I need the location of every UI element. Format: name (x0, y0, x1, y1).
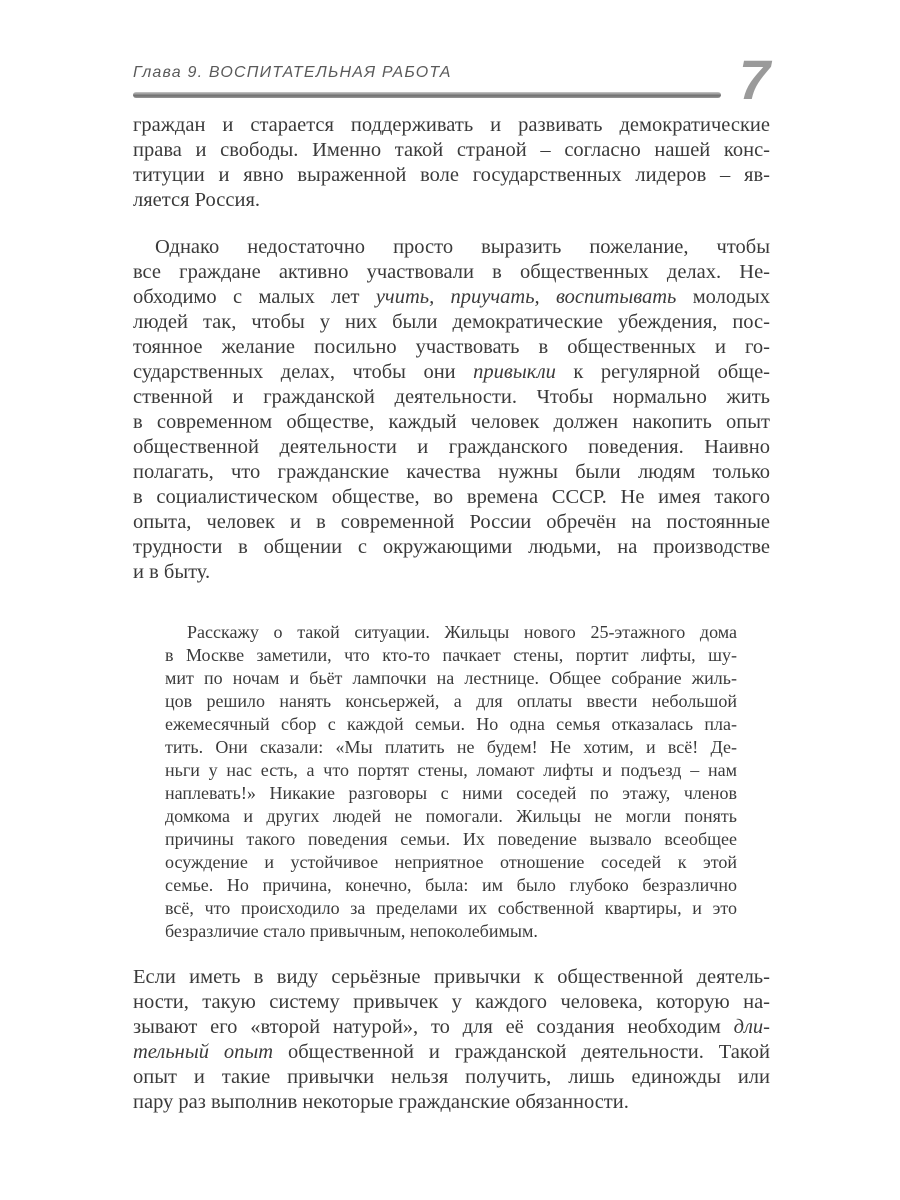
text-segment: права и свободы. Именно такой страной – согласно нашей конс- (133, 139, 770, 161)
text-segment: общественной и гражданской деятельности. Такой (273, 1041, 770, 1063)
text-segment: обходимо с малых лет (133, 286, 376, 308)
text-segment: молодых (676, 286, 771, 308)
header-rule (133, 92, 721, 98)
text-segment: опыт и такие привычки нельзя получить, лишь единожды или (133, 1066, 770, 1088)
text-line (133, 113, 770, 138)
text-line (165, 851, 737, 874)
text-line (133, 410, 770, 435)
text-line (133, 360, 770, 385)
text-line (133, 435, 770, 460)
text-line (133, 310, 770, 335)
text-segment: ежемесячный сбор с каждой семьи. Но одна семья отказалась пла- (165, 714, 737, 734)
text-line (165, 920, 737, 943)
text-segment: наплевать!» Никакие разговоры с ними соседей по этажу, членов (165, 783, 737, 803)
text-line (133, 138, 770, 163)
text-line (133, 163, 770, 188)
text-line (133, 460, 770, 485)
text-segment: в социалистическом обществе, во времена СССР. Не имея такого (133, 486, 770, 508)
text-segment: ности, такую систему привычек у каждого человека, которую на- (133, 991, 770, 1013)
text-segment: граждан и старается поддерживать и развивать демократические (133, 114, 770, 136)
text-line (133, 535, 770, 560)
text-segment: тоянное желание посильно участвовать в общественных и го- (133, 336, 770, 358)
text-segment: полагать, что гражданские качества нужны были людям только (133, 461, 770, 483)
emphasis-text: тельный опыт (133, 1041, 274, 1063)
text-segment: общественной деятельности и гражданского поведения. Наивно (133, 436, 770, 458)
text-segment: причины такого поведения семьи. Их поведение вызвало всеобщее (165, 829, 737, 849)
text-line (165, 828, 737, 851)
text-line (133, 560, 770, 585)
text-line (165, 759, 737, 782)
text-segment: опыта, человек и в современной России обречён на постоянные (133, 511, 770, 533)
text-line (133, 285, 770, 310)
text-line (133, 1040, 770, 1065)
text-line (165, 667, 737, 690)
text-line (165, 874, 737, 897)
text-line (133, 235, 770, 260)
page-number: 7 (738, 48, 770, 111)
text-segment: в современном обществе, каждый человек должен накопить опыт (133, 411, 770, 433)
text-segment: титуции и явно выраженной воле государственных лидеров – яв- (133, 164, 770, 186)
paragraph-3 (133, 965, 770, 1115)
text-line (133, 260, 770, 285)
text-line (165, 621, 737, 644)
text-line (133, 1090, 770, 1115)
text-segment: ньги у нас есть, а что портят стены, ломают лифты и подъезд – нам (165, 760, 737, 780)
text-line (165, 736, 737, 759)
text-line (133, 1065, 770, 1090)
quote-block (165, 621, 737, 943)
text-line (133, 335, 770, 360)
text-segment: всё, что происходило за пределами их собственной квартиры, и это (165, 898, 737, 918)
text-segment: и в быту. (133, 561, 211, 583)
page-body (133, 113, 770, 1115)
paragraph-2 (133, 235, 770, 585)
paragraph-1 (133, 113, 770, 213)
text-segment: безразличие стало привычным, непоколебимым. (165, 921, 538, 941)
text-segment: людей так, чтобы у них были демократические убеждения, пос- (133, 311, 770, 333)
text-segment: Если иметь в виду серьёзные привычки к общественной деятель- (133, 966, 770, 988)
text-segment: цов решило нанять консьержей, а для оплаты ввести небольшой (165, 691, 737, 711)
text-segment: домкома и других людей не помогали. Жильцы не могли понять (165, 806, 737, 826)
emphasis-text: дли- (733, 1016, 770, 1038)
text-segment: Расскажу о такой ситуации. Жильцы нового 25-этажного дома (187, 622, 737, 642)
text-line (165, 713, 737, 736)
text-segment: Однако недостаточно просто выразить пожелание, чтобы (155, 236, 770, 258)
text-segment: ственной и гражданской деятельности. Чтобы нормально жить (133, 386, 770, 408)
text-segment: осуждение и устойчивое неприятное отношение соседей к этой (165, 852, 737, 872)
emphasis-text: учить, приучать, воспитывать (375, 286, 677, 308)
text-line (133, 1015, 770, 1040)
header-title-group (133, 64, 721, 98)
text-segment: все граждане активно участвовали в общественных делах. Не- (133, 261, 770, 283)
text-line (165, 644, 737, 667)
text-line (165, 690, 737, 713)
text-segment: семье. Но причина, конечно, была: им было глубоко безразлично (165, 875, 737, 895)
text-segment: мит по ночам и бьёт лампочки на лестнице. Общее собрание жиль- (165, 668, 737, 688)
text-segment: пару раз выполнив некоторые гражданские обязанности. (133, 1091, 629, 1113)
text-line (133, 990, 770, 1015)
text-segment: трудности в общении с окружающими людьми, на производстве (133, 536, 770, 558)
text-line (133, 385, 770, 410)
text-line (165, 782, 737, 805)
text-segment: сударственных делах, чтобы они (133, 361, 474, 383)
text-line (165, 805, 737, 828)
chapter-title: Глава 9. ВОСПИТАТЕЛЬНАЯ РАБОТА (133, 64, 452, 81)
text-segment: в Москве заметили, что кто-то пачкает стены, портит лифты, шу- (165, 645, 737, 665)
text-segment: тить. Они сказали: «Мы платить не будем! Не хотим, и всё! Де- (165, 737, 737, 757)
emphasis-text: привыкли (473, 361, 556, 383)
page-header (133, 48, 770, 111)
text-line (133, 485, 770, 510)
text-line (133, 188, 770, 213)
text-segment: зывают его «второй натурой», то для её создания необходим (133, 1016, 734, 1038)
text-line (165, 897, 737, 920)
text-line (133, 510, 770, 535)
text-segment: ляется Россия. (133, 189, 260, 211)
text-line (133, 965, 770, 990)
text-segment: к регулярной обще- (555, 361, 770, 383)
